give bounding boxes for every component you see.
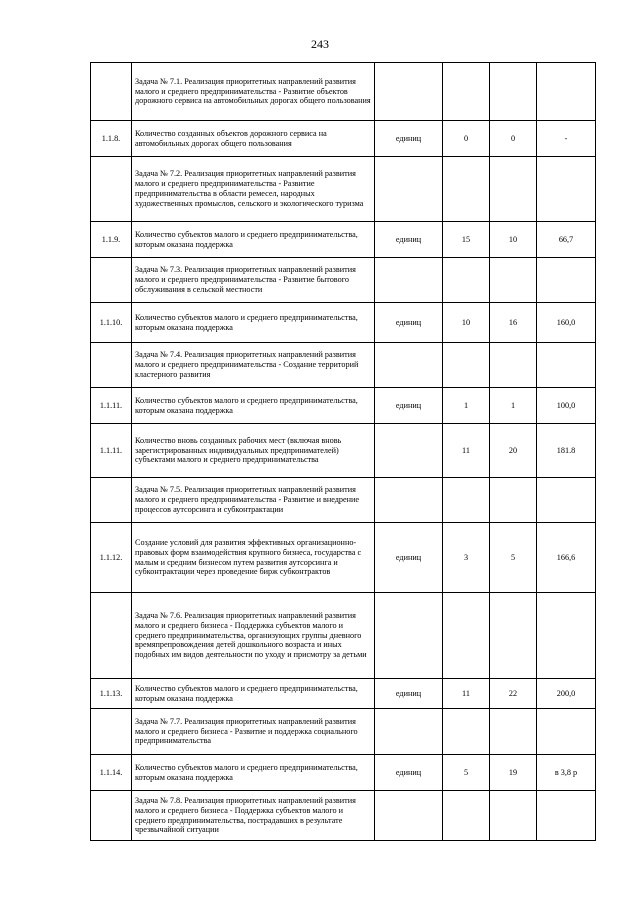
task-row xyxy=(91,63,596,121)
indicator-text: Создание условий для развития эффективных организационно-правовых форм взаимодействия крупного бизнеса, государства с малым и средним бизнесом путем развития аутсорсинга и субконтрактации через проведение бирж субконтрактов xyxy=(132,523,375,593)
value-3: 66,7 xyxy=(537,222,596,258)
unit-cell xyxy=(375,593,443,679)
value-3: 160,0 xyxy=(537,303,596,343)
indicator-row xyxy=(91,755,596,791)
row-number-cell xyxy=(91,258,132,303)
indicator-text: Количество созданных объектов дорожного сервиса на автомобильных дорогах общего пользования xyxy=(132,121,375,157)
value-1: 5 xyxy=(443,755,490,791)
indicator-text: Количество субъектов малого и среднего предпринимательства, которым оказана поддержка xyxy=(132,222,375,258)
task-text: Задача № 7.3. Реализация приоритетных направлений развития малого и среднего предпринимательства - Развитие бытового обслуживания в сельской местности xyxy=(132,258,375,303)
value-cell-3 xyxy=(537,478,596,523)
value-cell-2 xyxy=(490,157,537,222)
row-number: 1.1.14. xyxy=(91,755,132,791)
value-cell-2 xyxy=(490,343,537,388)
indicator-text: Количество субъектов малого и среднего предпринимательства, которым оказана поддержка xyxy=(132,388,375,424)
task-text: Задача № 7.8. Реализация приоритетных направлений развития малого и среднего бизнеса - Поддержка субъектов малого и среднего предпринимательства, пострадавших в результате чрезвычайной ситуации xyxy=(132,791,375,841)
value-3: 200,0 xyxy=(537,679,596,709)
task-text: Задача № 7.6. Реализация приоритетных направлений развития малого и среднего бизнеса - Поддержка субъектов малого и среднего предпринимательства, организующих группы дневного времяпрепровождения детей дошкольного возраста и иных подобных им видов деятельности по уходу и присмотру за детьми xyxy=(132,593,375,679)
value-3: 100,0 xyxy=(537,388,596,424)
unit: единиц xyxy=(375,121,443,157)
value-3: - xyxy=(537,121,596,157)
indicator-text: Количество вновь созданных рабочих мест (включая вновь зарегистрированных индивидуальных предпринимателей) субъектами малого и среднего предпринимательства xyxy=(132,424,375,478)
value-2: 22 xyxy=(490,679,537,709)
value-1: 11 xyxy=(443,679,490,709)
value-cell-1 xyxy=(443,709,490,755)
value-cell-3 xyxy=(537,709,596,755)
value-2: 10 xyxy=(490,222,537,258)
value-3: 181.8 xyxy=(537,424,596,478)
unit-cell xyxy=(375,258,443,303)
value-2: 20 xyxy=(490,424,537,478)
task-row xyxy=(91,478,596,523)
indicator-row xyxy=(91,424,596,478)
value-1: 15 xyxy=(443,222,490,258)
indicator-row xyxy=(91,523,596,593)
value-1: 11 xyxy=(443,424,490,478)
value-3: в 3,8 р xyxy=(537,755,596,791)
unit: единиц xyxy=(375,303,443,343)
row-number-cell xyxy=(91,63,132,121)
task-row xyxy=(91,343,596,388)
indicator-row xyxy=(91,679,596,709)
unit: единиц xyxy=(375,388,443,424)
value-1: 1 xyxy=(443,388,490,424)
value-cell-2 xyxy=(490,791,537,841)
row-number-cell xyxy=(91,593,132,679)
row-number-cell xyxy=(91,343,132,388)
unit: единиц xyxy=(375,523,443,593)
unit-cell xyxy=(375,791,443,841)
unit-cell xyxy=(375,63,443,121)
value-cell-2 xyxy=(490,709,537,755)
indicator-row xyxy=(91,222,596,258)
value-3: 166,6 xyxy=(537,523,596,593)
value-cell-2 xyxy=(490,258,537,303)
unit xyxy=(375,424,443,478)
unit-cell xyxy=(375,157,443,222)
unit: единиц xyxy=(375,755,443,791)
indicator-row xyxy=(91,388,596,424)
value-2: 1 xyxy=(490,388,537,424)
indicator-text: Количество субъектов малого и среднего предпринимательства, которым оказана поддержка xyxy=(132,755,375,791)
row-number-cell xyxy=(91,791,132,841)
value-cell-1 xyxy=(443,157,490,222)
task-text: Задача № 7.7. Реализация приоритетных направлений развития малого и среднего бизнеса - Развитие и поддержка социального предпринимательства xyxy=(132,709,375,755)
unit: единиц xyxy=(375,222,443,258)
value-cell-1 xyxy=(443,343,490,388)
value-cell-3 xyxy=(537,791,596,841)
value-cell-2 xyxy=(490,478,537,523)
value-cell-2 xyxy=(490,63,537,121)
page-number: 243 xyxy=(311,37,329,51)
value-cell-1 xyxy=(443,791,490,841)
value-cell-2 xyxy=(490,593,537,679)
value-1: 3 xyxy=(443,523,490,593)
unit: единиц xyxy=(375,679,443,709)
task-text: Задача № 7.5. Реализация приоритетных направлений развития малого и среднего предпринимательства - Развитие и внедрение процессов аутсорсинга и субконтрактации xyxy=(132,478,375,523)
row-number: 1.1.12. xyxy=(91,523,132,593)
value-1: 0 xyxy=(443,121,490,157)
unit-cell xyxy=(375,478,443,523)
task-row xyxy=(91,157,596,222)
value-cell-3 xyxy=(537,63,596,121)
task-text: Задача № 7.1. Реализация приоритетных направлений развития малого и среднего предпринимательства - Развитие объектов дорожного сервиса на автомобильных дорогах общего пользования xyxy=(132,63,375,121)
value-1: 10 xyxy=(443,303,490,343)
row-number: 1.1.13. xyxy=(91,679,132,709)
row-number: 1.1.10. xyxy=(91,303,132,343)
value-2: 19 xyxy=(490,755,537,791)
value-2: 5 xyxy=(490,523,537,593)
task-row xyxy=(91,709,596,755)
task-row xyxy=(91,258,596,303)
value-2: 16 xyxy=(490,303,537,343)
unit-cell xyxy=(375,709,443,755)
row-number: 1.1.11. xyxy=(91,388,132,424)
row-number: 1.1.9. xyxy=(91,222,132,258)
unit-cell xyxy=(375,343,443,388)
indicators-table xyxy=(90,62,596,841)
value-cell-3 xyxy=(537,343,596,388)
value-cell-3 xyxy=(537,258,596,303)
value-cell-3 xyxy=(537,157,596,222)
row-number-cell xyxy=(91,478,132,523)
indicator-row xyxy=(91,121,596,157)
value-cell-1 xyxy=(443,63,490,121)
row-number-cell xyxy=(91,709,132,755)
task-text: Задача № 7.4. Реализация приоритетных направлений развития малого и среднего предпринимательства - Создание территорий кластерного развития xyxy=(132,343,375,388)
value-cell-1 xyxy=(443,258,490,303)
value-cell-1 xyxy=(443,593,490,679)
row-number: 1.1.11. xyxy=(91,424,132,478)
indicator-text: Количество субъектов малого и среднего предпринимательства, которым оказана поддержка xyxy=(132,303,375,343)
row-number-cell xyxy=(91,157,132,222)
indicator-text: Количество субъектов малого и среднего предпринимательства, которым оказана поддержка xyxy=(132,679,375,709)
task-row xyxy=(91,791,596,841)
value-2: 0 xyxy=(490,121,537,157)
value-cell-3 xyxy=(537,593,596,679)
indicator-row xyxy=(91,303,596,343)
row-number: 1.1.8. xyxy=(91,121,132,157)
value-cell-1 xyxy=(443,478,490,523)
task-text: Задача № 7.2. Реализация приоритетных направлений развития малого и среднего предпринимательства - Развитие предпринимательства в области ремесел, народных художественных промыслов, сельского и экологического туризма xyxy=(132,157,375,222)
task-row xyxy=(91,593,596,679)
